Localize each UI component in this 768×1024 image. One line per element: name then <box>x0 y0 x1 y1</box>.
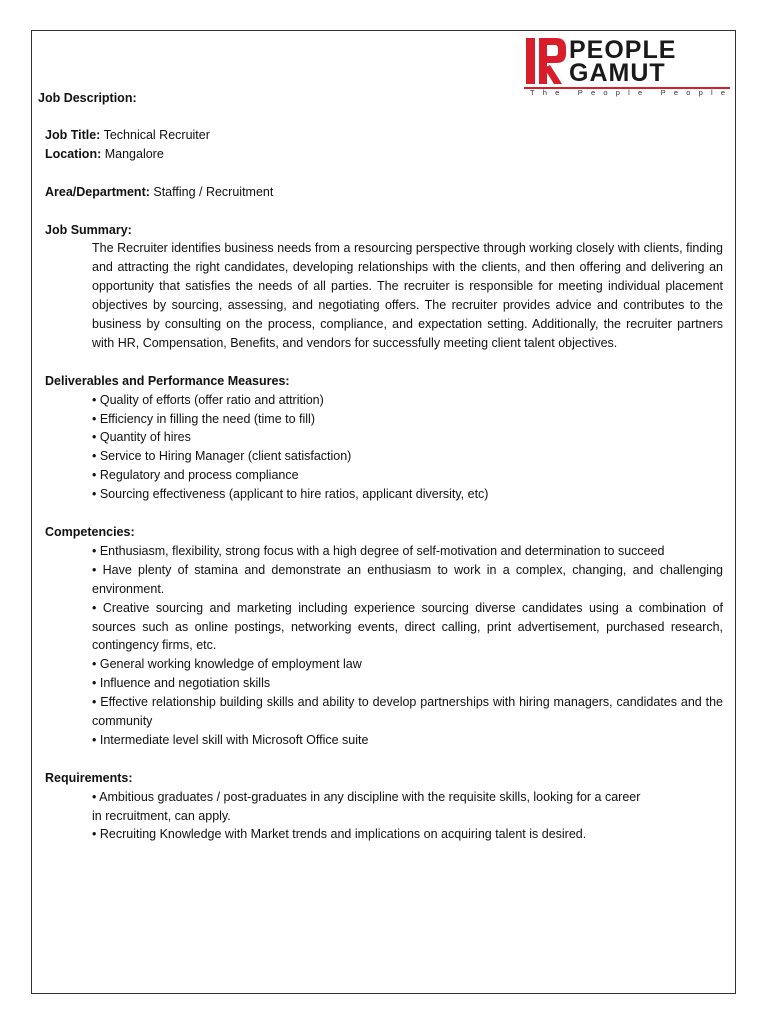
list-item: • Sourcing effectiveness (applicant to hire ratios, applicant diversity, etc) <box>92 487 489 502</box>
list-item: • Enthusiasm, flexibility, strong focus with a high degree of self-motivation and determination to succeed <box>92 543 665 558</box>
requirements-heading: Requirements: <box>45 770 133 785</box>
logo-word-people: PEOPLE <box>569 36 677 64</box>
list-item: • Creative sourcing and marketing including experience sourcing diverse candidates using a combination of sources such as online postings, networking events, direct calling, print advertisement, purchased research, contingency firms, etc. <box>92 600 723 653</box>
area-label: Area/Department: <box>45 184 150 199</box>
people-gamut-logo-icon <box>526 38 566 84</box>
spacer <box>45 750 723 769</box>
list-item: • Quantity of hires <box>92 430 191 445</box>
competencies-list <box>92 542 723 750</box>
location-label: Location: <box>45 146 102 161</box>
spacer <box>45 164 723 183</box>
document-title: Job Description: <box>38 91 137 105</box>
list-item: • Influence and negotiation skills <box>92 676 271 691</box>
list-item: • Service to Hiring Manager (client satisfaction) <box>92 449 352 464</box>
competencies-heading: Competencies: <box>45 524 135 539</box>
list-item: • Recruiting Knowledge with Market trends and implications on acquiring talent is desired. <box>92 827 587 842</box>
list-item: • Regulatory and process compliance <box>92 468 299 483</box>
document-body <box>45 126 723 844</box>
list-item: • Intermediate level skill with Microsoft Office suite <box>92 732 369 747</box>
deliverables-list <box>92 391 723 504</box>
logo-tagline: The People People <box>530 88 734 97</box>
job-title-label: Job Title: <box>45 128 101 142</box>
list-item: • Efficiency in filling the need (time to fill) <box>92 411 315 426</box>
spacer <box>45 504 723 523</box>
summary-heading: Job Summary: <box>45 222 132 237</box>
summary-text: The Recruiter identifies business needs from a resourcing perspective through working closely with clients, finding and attracting the right candidates, developing relationships with the clients, and then offering and delivering an opportunity that satisfies the needs of all parties. The recruiter is responsible for meeting individual placement objectives by sourcing, assessing, and negotiating offers. The recruiter provides advice and contributes to the business by consulting on the process, compliance, and expectation setting. Additionally, the recruiter partners with HR, Compensation, Benefits, and vendors for successfully meeting client talent objectives. <box>92 241 723 350</box>
location-value: Mangalore <box>101 146 164 161</box>
area-value: Staffing / Recruitment <box>149 184 274 199</box>
deliverables-heading: Deliverables and Performance Measures: <box>45 373 290 388</box>
requirements-list-continued <box>92 825 732 844</box>
spacer <box>45 202 723 221</box>
list-item: • Have plenty of stamina and demonstrate an enthusiasm to work in a complex, changing, and challenging environment. <box>92 562 723 596</box>
area-line <box>45 183 723 202</box>
list-item: • Effective relationship building skills and ability to develop partnerships with hiring managers, candidates and the community <box>92 695 723 729</box>
location-line <box>45 145 723 164</box>
job-title-line <box>45 126 723 145</box>
spacer <box>45 353 723 372</box>
company-logo <box>524 36 734 98</box>
list-item: • General working knowledge of employment law <box>92 657 362 672</box>
job-title-value: Technical Recruiter <box>100 128 210 142</box>
logo-word-gamut: GAMUT <box>569 59 666 87</box>
list-item: • Quality of efforts (offer ratio and attrition) <box>92 392 324 407</box>
requirements-list <box>92 788 652 826</box>
list-item: • Ambitious graduates / post-graduates in any discipline with the requisite skills, looking for a career in recruitment, can apply. <box>92 789 641 823</box>
